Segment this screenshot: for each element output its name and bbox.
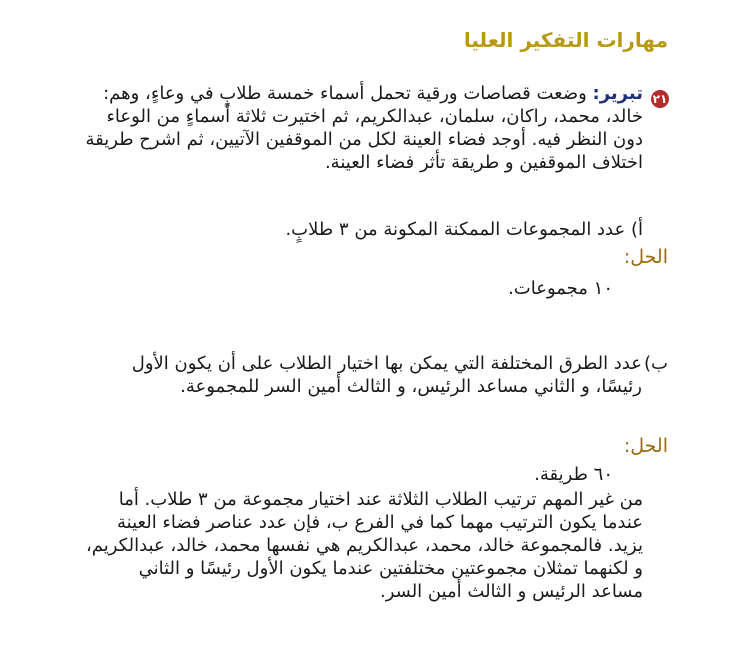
part-b-explanation: من غير المهم ترتيب الطلاب الثلاثة عند اختيار مجموعة من ٣ طلاب. أما عندما يكون الترتيب مهما كما في الفرع ب، فإن عدد عناصر فضاء العينة يزيد. فالمجموعة خالد، محمد، عبدالكريم هي نفسها محمد، خالد، عبدالكريم، و لكنهما تمثلان مجموعتين مختلفتين عندما يكون الأول رئيسًا و الثاني مساعد الرئيس و الثالث أمين السر. xyxy=(85,489,643,602)
part-b-answer: ٦٠ طريقة. xyxy=(534,464,613,485)
part-a-text: أ) عدد المجموعات الممكنة المكونة من ٣ طلابٍ. xyxy=(285,219,643,240)
part-b-text: عدد الطرق المختلفة التي يمكن بها اختيار الطلاب على أن يكون الأول رئيسًا، و الثاني مساعد الرئيس، و الثالث أمين السر للمجموعة. xyxy=(131,353,642,397)
question-stem xyxy=(83,82,643,174)
part-b-marker: ب) xyxy=(644,353,668,374)
question-text: وضعت قصاصات ورقية تحمل أسماء خمسة طلابٍ في وعاءٍ، وهم: خالد، محمد، راكان، سلمان، عبدالكريم، ثم اختيرت ثلاثة أسماءٍ من الوعاء دون النظر فيه. أوجد فضاء العينة لكل من الموقفين الآتيين، ثم اشرح طريقة اختلاف الموقفين و طريقة تأثر فضاء العينة. xyxy=(85,83,643,173)
part-b-question xyxy=(88,352,668,398)
part-a-solution-label: الحل: xyxy=(623,246,668,268)
question-number-badge: ٢١ xyxy=(652,92,668,106)
part-a-answer: ١٠ مجموعات. xyxy=(508,278,613,299)
question-label: تبرير: xyxy=(592,83,643,104)
section-title: مهارات التفكير العليا xyxy=(463,28,668,52)
part-b-solution-label: الحل: xyxy=(623,435,668,457)
